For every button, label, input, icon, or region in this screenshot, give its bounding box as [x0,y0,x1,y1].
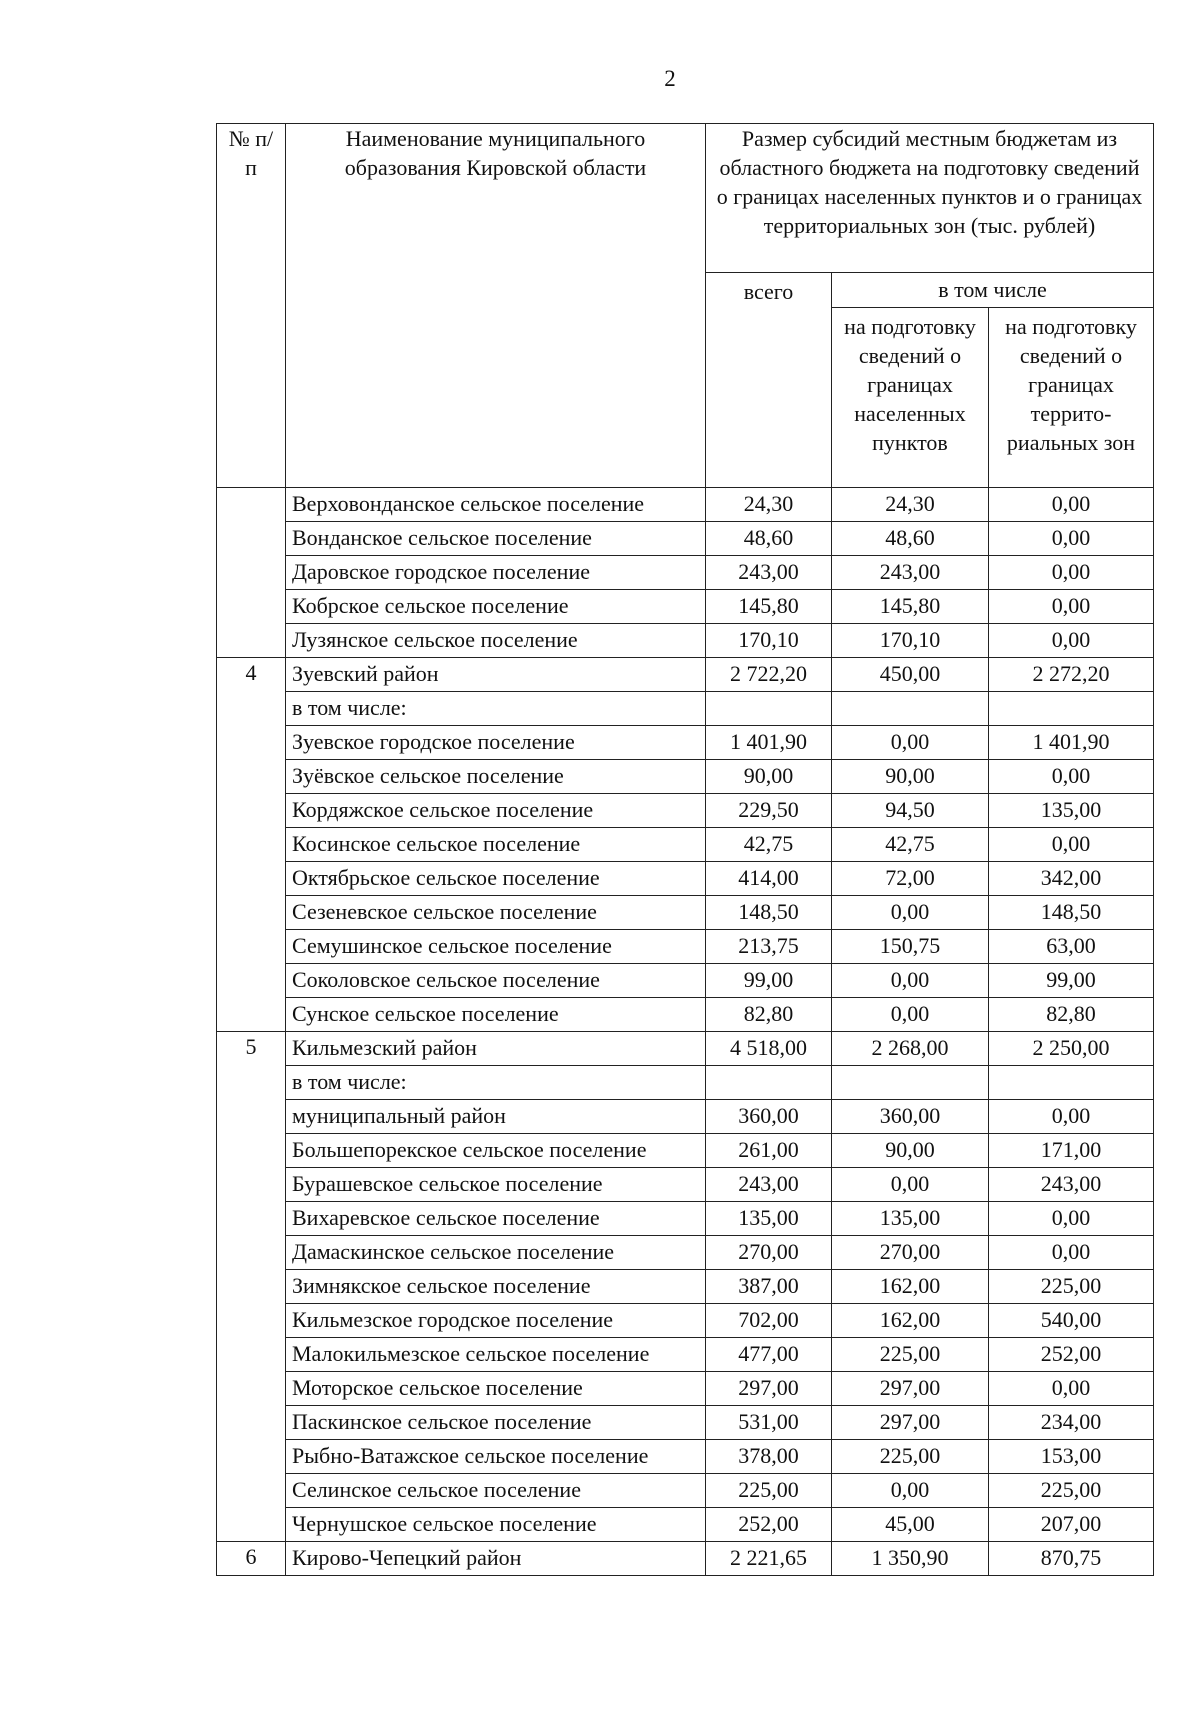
row-zones: 0,00 [989,556,1154,590]
row-zones: 0,00 [989,1100,1154,1134]
row-name: Бурашевское сельское поселение [286,1168,706,1202]
row-settlements: 162,00 [832,1304,989,1338]
row-zones: 243,00 [989,1168,1154,1202]
row-name: Зуёвское сельское поселение [286,760,706,794]
row-settlements: 48,60 [832,522,989,556]
row-number [217,1270,286,1304]
row-name: муниципальный район [286,1100,706,1134]
row-number [217,1508,286,1542]
subsidy-table [216,123,1154,1576]
row-number [217,1304,286,1338]
row-zones: 342,00 [989,862,1154,896]
table-row [217,1406,1154,1440]
row-total: 1 401,90 [706,726,832,760]
row-settlements: 450,00 [832,658,989,692]
row-name: Соколовское сельское поселение [286,964,706,998]
table-row [217,998,1154,1032]
row-settlements: 42,75 [832,828,989,862]
row-total: 90,00 [706,760,832,794]
table-row [217,1168,1154,1202]
table-row [217,522,1154,556]
row-zones: 252,00 [989,1338,1154,1372]
row-zones: 135,00 [989,794,1154,828]
row-total: 170,10 [706,624,832,658]
row-number: 4 [217,658,286,692]
table-row [217,590,1154,624]
row-zones: 0,00 [989,828,1154,862]
row-settlements: 243,00 [832,556,989,590]
row-number [217,760,286,794]
row-total [706,692,832,726]
row-zones: 225,00 [989,1474,1154,1508]
row-zones: 0,00 [989,624,1154,658]
row-name: Кирово-Чепецкий район [286,1542,706,1576]
table-row [217,1440,1154,1474]
row-zones: 870,75 [989,1542,1154,1576]
row-total: 414,00 [706,862,832,896]
table-row [217,1202,1154,1236]
row-settlements [832,692,989,726]
row-total: 531,00 [706,1406,832,1440]
row-name: Селинское сельское поселение [286,1474,706,1508]
row-zones: 0,00 [989,1372,1154,1406]
row-settlements: 24,30 [832,488,989,522]
row-total: 261,00 [706,1134,832,1168]
row-total: 270,00 [706,1236,832,1270]
row-name: Кордяжское сельское поселение [286,794,706,828]
header-including: в том числе [832,273,1154,308]
row-name: Зуевский район [286,658,706,692]
row-name: в том числе: [286,1066,706,1100]
row-number [217,998,286,1032]
row-settlements: 0,00 [832,1168,989,1202]
row-zones: 0,00 [989,488,1154,522]
table-row [217,862,1154,896]
row-number [217,1134,286,1168]
row-settlements: 94,50 [832,794,989,828]
row-zones: 207,00 [989,1508,1154,1542]
row-settlements: 360,00 [832,1100,989,1134]
row-settlements: 72,00 [832,862,989,896]
row-total: 229,50 [706,794,832,828]
row-zones: 2 250,00 [989,1032,1154,1066]
row-number [217,1168,286,1202]
row-number [217,862,286,896]
row-name: Октябрьское сельское поселение [286,862,706,896]
row-name: Большепорекское сельское поселение [286,1134,706,1168]
row-total: 387,00 [706,1270,832,1304]
row-name: в том числе: [286,692,706,726]
table-row [217,1542,1154,1576]
row-name: Вонданское сельское поселение [286,522,706,556]
row-zones: 0,00 [989,1236,1154,1270]
header-zones: на подготовку сведений о границах террито-риальных зон [989,308,1154,488]
row-zones: 225,00 [989,1270,1154,1304]
row-zones: 0,00 [989,1202,1154,1236]
row-name: Моторское сельское поселение [286,1372,706,1406]
row-zones: 99,00 [989,964,1154,998]
row-name: Дамаскинское сельское поселение [286,1236,706,1270]
table-row [217,1270,1154,1304]
row-total: 2 221,65 [706,1542,832,1576]
row-name: Чернушское сельское поселение [286,1508,706,1542]
table-row [217,1304,1154,1338]
row-number [217,1202,286,1236]
row-number: 5 [217,1032,286,1066]
table-row [217,658,1154,692]
row-settlements: 225,00 [832,1440,989,1474]
row-name: Семушинское сельское поселение [286,930,706,964]
row-name: Лузянское сельское поселение [286,624,706,658]
row-total: 42,75 [706,828,832,862]
table-row [217,692,1154,726]
row-name: Паскинское сельское поселение [286,1406,706,1440]
row-total [706,1066,832,1100]
row-settlements: 225,00 [832,1338,989,1372]
table-row [217,1032,1154,1066]
row-number [217,896,286,930]
row-number: 6 [217,1542,286,1576]
row-zones: 153,00 [989,1440,1154,1474]
row-settlements: 170,10 [832,624,989,658]
row-number [217,1440,286,1474]
row-name: Зимнякское сельское поселение [286,1270,706,1304]
row-settlements: 90,00 [832,760,989,794]
row-zones: 171,00 [989,1134,1154,1168]
table-row [217,794,1154,828]
row-total: 225,00 [706,1474,832,1508]
table-row [217,760,1154,794]
row-total: 145,80 [706,590,832,624]
row-name: Зуевское городское поселение [286,726,706,760]
row-total: 702,00 [706,1304,832,1338]
row-total: 243,00 [706,556,832,590]
table-row [217,896,1154,930]
row-settlements: 90,00 [832,1134,989,1168]
row-zones: 234,00 [989,1406,1154,1440]
row-number [217,692,286,726]
row-total: 243,00 [706,1168,832,1202]
row-total: 2 722,20 [706,658,832,692]
table-row [217,488,1154,522]
table-header-row [217,124,1154,273]
row-number [217,1100,286,1134]
table-row [217,726,1154,760]
row-total: 252,00 [706,1508,832,1542]
row-zones: 63,00 [989,930,1154,964]
row-number [217,1474,286,1508]
row-name: Сезеневское сельское поселение [286,896,706,930]
table-row [217,1474,1154,1508]
row-number [217,1066,286,1100]
row-number [217,1406,286,1440]
row-zones [989,692,1154,726]
row-settlements: 150,75 [832,930,989,964]
row-number [217,828,286,862]
row-settlements: 297,00 [832,1372,989,1406]
row-settlements: 145,80 [832,590,989,624]
row-total: 297,00 [706,1372,832,1406]
row-settlements: 162,00 [832,1270,989,1304]
row-zones [989,1066,1154,1100]
header-settlements: на подготовку сведений о границах населенных пунктов [832,308,989,488]
row-zones: 2 272,20 [989,658,1154,692]
row-settlements: 0,00 [832,726,989,760]
row-total: 477,00 [706,1338,832,1372]
row-name: Даровское городское поселение [286,556,706,590]
row-zones: 1 401,90 [989,726,1154,760]
row-settlements: 1 350,90 [832,1542,989,1576]
row-total: 82,80 [706,998,832,1032]
row-total: 360,00 [706,1100,832,1134]
row-number [217,590,286,624]
row-settlements: 270,00 [832,1236,989,1270]
row-number [217,794,286,828]
row-zones: 0,00 [989,590,1154,624]
row-zones: 0,00 [989,760,1154,794]
row-total: 213,75 [706,930,832,964]
row-settlements: 297,00 [832,1406,989,1440]
header-num: № п/п [217,124,286,488]
row-total: 378,00 [706,1440,832,1474]
header-size: Размер субсидий местным бюджетам из областного бюджета на подготовку сведений о границах населенных пунктов и о границах территориальных зон (тыс. рублей) [706,124,1154,273]
row-settlements: 0,00 [832,964,989,998]
page-number: 2 [664,66,676,91]
row-number [217,1372,286,1406]
row-name: Сунское сельское поселение [286,998,706,1032]
row-settlements: 45,00 [832,1508,989,1542]
row-number [217,726,286,760]
row-zones: 540,00 [989,1304,1154,1338]
table-row [217,1236,1154,1270]
table-row [217,1100,1154,1134]
row-number [217,1236,286,1270]
row-settlements: 0,00 [832,1474,989,1508]
table-row [217,1372,1154,1406]
row-number [217,522,286,556]
row-zones: 148,50 [989,896,1154,930]
table-row [217,1134,1154,1168]
row-name: Кильмезское городское поселение [286,1304,706,1338]
row-number [217,624,286,658]
row-total: 148,50 [706,896,832,930]
row-zones: 0,00 [989,522,1154,556]
row-name: Рыбно-Ватажское сельское поселение [286,1440,706,1474]
row-number [217,488,286,522]
row-total: 4 518,00 [706,1032,832,1066]
row-name: Вихаревское сельское поселение [286,1202,706,1236]
table-row [217,556,1154,590]
table-row [217,624,1154,658]
table-row [217,1066,1154,1100]
row-total: 48,60 [706,522,832,556]
row-name: Косинское сельское поселение [286,828,706,862]
row-total: 135,00 [706,1202,832,1236]
table-row [217,1508,1154,1542]
row-settlements: 0,00 [832,998,989,1032]
row-settlements: 0,00 [832,896,989,930]
row-zones: 82,80 [989,998,1154,1032]
row-name: Малокильмезское сельское поселение [286,1338,706,1372]
table-row [217,964,1154,998]
row-total: 99,00 [706,964,832,998]
row-number [217,556,286,590]
table-row [217,1338,1154,1372]
header-total: всего [706,273,832,488]
row-number [217,964,286,998]
row-settlements [832,1066,989,1100]
row-total: 24,30 [706,488,832,522]
row-number [217,1338,286,1372]
row-name: Кильмезский район [286,1032,706,1066]
table-row [217,828,1154,862]
row-name: Кобрское сельское поселение [286,590,706,624]
row-number [217,930,286,964]
header-name: Наименование муниципального образования Кировской области [286,124,706,488]
row-name: Верховонданское сельское поселение [286,488,706,522]
row-settlements: 135,00 [832,1202,989,1236]
row-settlements: 2 268,00 [832,1032,989,1066]
table-row [217,930,1154,964]
